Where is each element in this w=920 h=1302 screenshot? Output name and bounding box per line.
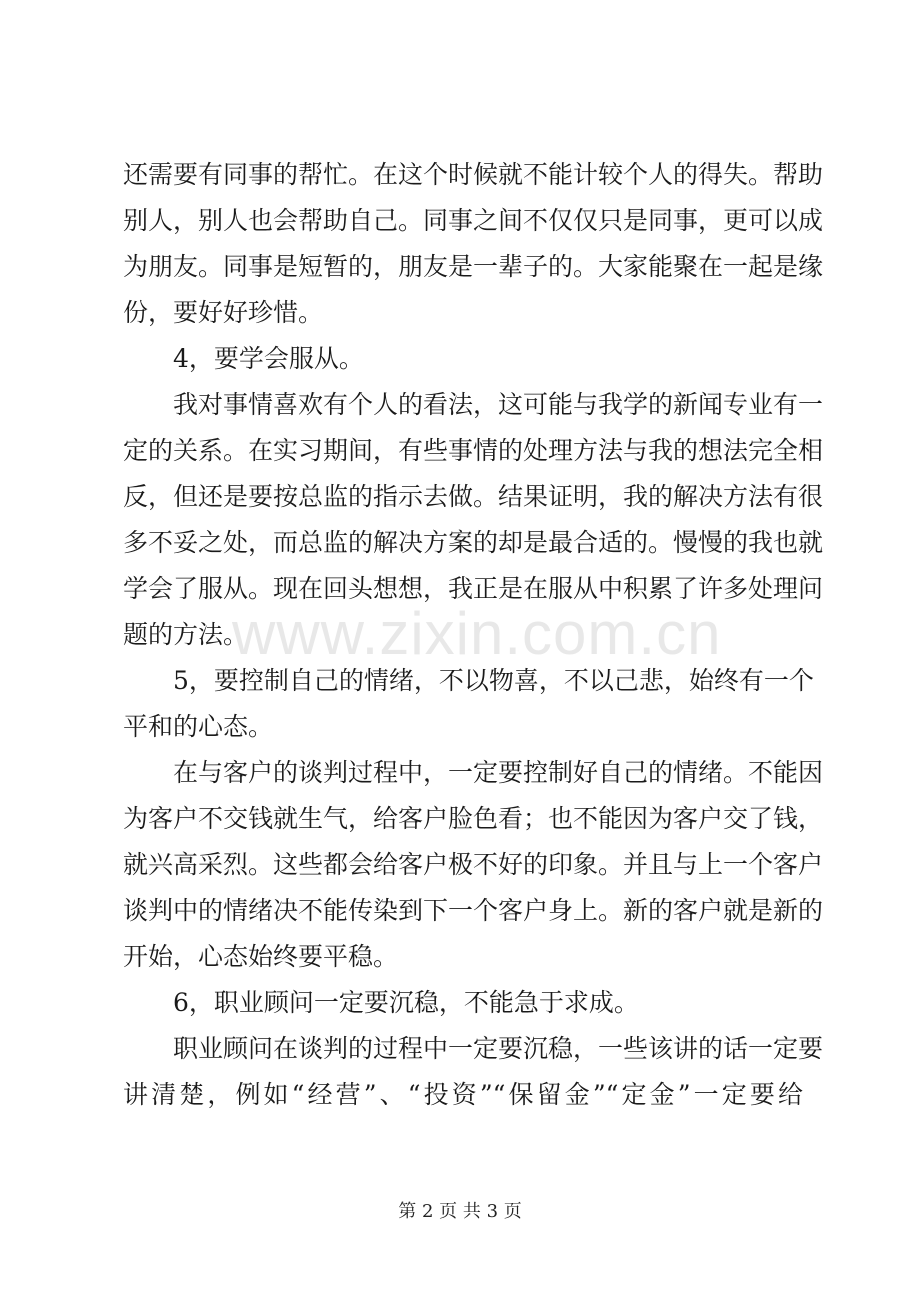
text-line: 就兴高采烈。这些都会给客户极不好的印象。并且与上一个客户 bbox=[123, 850, 824, 879]
section-heading: 5，要控制自己的情绪，不以物喜，不以己悲，始终有一个 bbox=[173, 666, 814, 695]
text-line: 份，要好好珍惜。 bbox=[123, 298, 324, 327]
text-line: 还需要有同事的帮忙。在这个时候就不能计较个人的得失。帮助 bbox=[123, 160, 824, 189]
text-line: 开始，心态始终要平稳。 bbox=[123, 942, 399, 971]
page-footer: 第 2 页 共 3 页 bbox=[398, 1201, 522, 1222]
document-body bbox=[123, 152, 824, 1118]
text-line: 反，但还是要按总监的指示去做。结果证明，我的解决方法有很 bbox=[123, 482, 824, 511]
text-line: 别人，别人也会帮助自己。同事之间不仅仅只是同事，更可以成 bbox=[123, 206, 824, 235]
section-heading-continued: 平和的心态。 bbox=[123, 712, 274, 741]
watermark: www.zixin.com.cn bbox=[232, 600, 722, 667]
text-line: 题的方法。 bbox=[123, 620, 249, 649]
text-line: 多不妥之处，而总监的解决方案的却是最合适的。慢慢的我也就 bbox=[123, 528, 824, 557]
text-line: 讲清楚，例如“经营”、“投资”“保留金”“定金”一定要给 bbox=[123, 1080, 803, 1109]
text-line: 定的关系。在实习期间，有些事情的处理方法与我的想法完全相 bbox=[123, 436, 824, 465]
section-heading: 6，职业顾问一定要沉稳，不能急于求成。 bbox=[173, 988, 639, 1017]
text-line: 为朋友。同事是短暂的，朋友是一辈子的。大家能聚在一起是缘 bbox=[123, 252, 824, 281]
text-line: 学会了服从。现在回头想想，我正是在服从中积累了许多处理问 bbox=[123, 574, 824, 603]
text-line: 职业顾问在谈判的过程中一定要沉稳，一些该讲的话一定要 bbox=[173, 1034, 824, 1063]
section-heading: 4，要学会服从。 bbox=[173, 344, 364, 373]
text-line: 为客户不交钱就生气，给客户脸色看；也不能因为客户交了钱， bbox=[123, 804, 824, 833]
text-line: 我对事情喜欢有个人的看法，这可能与我学的新闻专业有一 bbox=[173, 390, 824, 419]
text-line: 在与客户的谈判过程中，一定要控制好自己的情绪。不能因 bbox=[173, 758, 824, 787]
text-line: 谈判中的情绪决不能传染到下一个客户身上。新的客户就是新的 bbox=[123, 896, 824, 925]
